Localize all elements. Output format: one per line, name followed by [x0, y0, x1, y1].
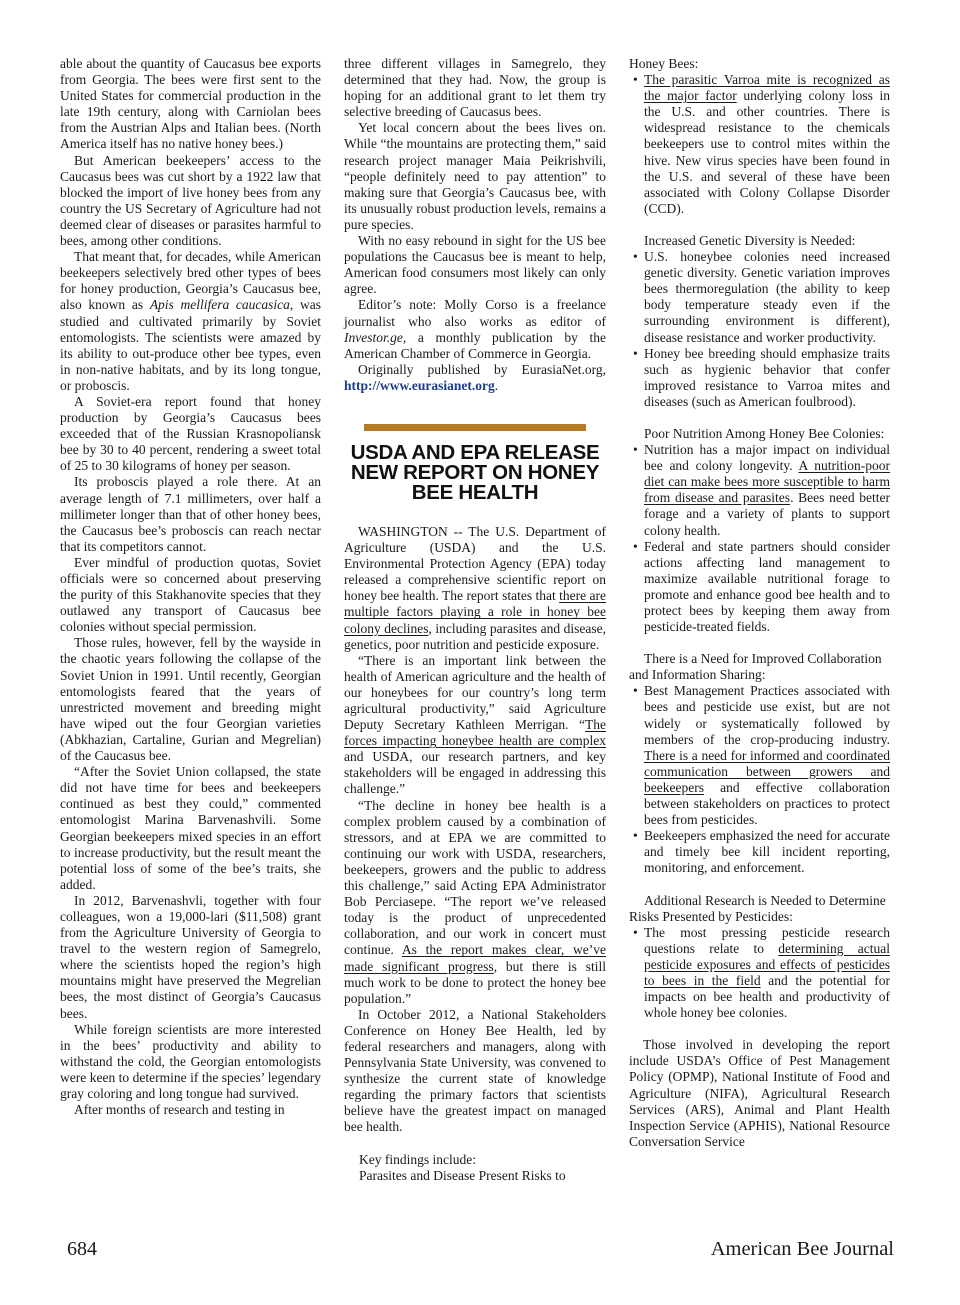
paragraph: In 2012, Barvenashvli, together with four colleagues, won a 19,000-lari ($11,508) grant from the Agriculture University of Georgia to travel to the western region of Samegrelo, where the scientists hoped the region’s high mountains might have preserved the Megrelian bees, the most distinct of Georgia’s Caucasus bees. — [60, 892, 321, 1021]
column-3 — [629, 56, 890, 1150]
column-1 — [60, 56, 321, 1118]
paragraph: “There is an important link between the health of American agriculture and the health of our honeybees for our country’s long term agricultural productivity,” said Agriculture Deputy Secretary Kathleen Merrigan. “The forces impacting honeybee health are complex and USDA, our research partners, and key stakeholders will be engaged in addressing this challenge.” — [344, 652, 606, 797]
scientific-name: Apis mellifera caucasica — [149, 297, 290, 313]
findings-list — [629, 925, 890, 1022]
publication-name: Investor.ge — [344, 329, 403, 345]
paragraph: That meant that, for decades, while American beekeepers selectively bred other types of bees for honey production, Georgia’s Caucasus bee, also known as Apis mellifera caucasica, was studied and cultivated primarily by Soviet entomologists. The scientists were amazed by its ability to out-produce other bee types, even in non-native habitats, and by its long tongue, or proboscis. — [60, 249, 321, 393]
paragraph: In October 2012, a National Stakeholders Conference on Honey Bee Health, led by federal researchers and managers, along with Pennsylvania State University, was convened to synthesize the current state of knowledge regarding the primary factors that scientists believe have the greatest impact on managed bee health. — [344, 1006, 606, 1135]
section-divider — [364, 424, 586, 431]
paragraph: While foreign scientists are more interested in the bees’ productivity and ability to withstand the cold, the Georgian entomologists were keen to determine if the species’ legendary gray coloring and long tongue had survived. — [60, 1021, 321, 1101]
journal-name: American Bee Journal — [710, 1238, 894, 1260]
key-findings-label: Key findings include: — [359, 1151, 476, 1167]
subheading: Additional Research is Needed to Determine Risks Presented by Pesticides: — [629, 892, 886, 924]
paragraph: “The decline in honey bee health is a complex problem caused by a combination of stressors, and at EPA we are committed to continuing our work with USDA, researchers, beekeepers, growers and the public to address this challenge,” said Acting EPA Administrator Bob Perciasepe. “The report we’ve released today is the product of unprecedented collaboration, and our work in concert must continue. As the report makes clear, we’ve made significant progress, but there is still much work to be done to protect the honey bee population.” — [344, 797, 606, 1006]
article-title: USDA AND EPA RELEASE NEW REPORT ON HONEY BEE HEALTH — [350, 440, 600, 504]
editors-note: Editor’s note: Molly Corso is a freelance journalist who also works as editor of Investor.ge, a monthly publication by the American Chamber of Commerce in Georgia. — [344, 297, 606, 361]
subheading: Poor Nutrition Among Honey Bee Colonies: — [644, 425, 885, 441]
subheading: Honey Bees: — [629, 56, 699, 71]
paragraph: “After the Soviet Union collapsed, the state did not have time for bees and beekeepers continued as best they could,” commented entomologist Marina Barvenashvili. Some Georgian beekeepers mixed species in an effort to increase productivity, but the result meant the potential loss of some of the bee’s traits, she added. — [60, 764, 321, 892]
list-item: • Best Management Practices associated with bees and pesticide use exist, but are not widely or systematically followed by members of the crop-producing industry. There is a need for informed and coordinated communication between growers and beekeepers and effective collaboration between stakeholders on practices to protect bees from pesticides. — [629, 683, 890, 828]
findings-list — [629, 683, 890, 876]
paragraph: With no easy rebound in sight for the US bee populations the Caucasus bee is meant to help, American food consumers most likely can only agree. — [344, 233, 606, 297]
list-item: • Federal and state partners should consider actions affecting land management to maximize available nutritional forage to promote and enhance good bee health and to protect bees by keeping them away from pesticide-treated fields. — [629, 539, 890, 636]
paragraph: Ever mindful of production quotas, Soviet officials were so concerned about preserving the purity of this Stakhanovite species that they outlawed any transport of Caucasus bee colonies without special permission. — [60, 554, 321, 635]
paragraph: Its proboscis played a role there. At an average length of 7.1 millimeters, over half a millimeter longer than that of other honey bees, the Caucasus bee’s proboscis can reach nectar that its competitors cannot. — [60, 474, 321, 554]
paragraph: After months of research and testing in — [74, 1102, 285, 1118]
source-link[interactable]: http://www.eurasianet.org — [344, 377, 495, 393]
subheading: Parasites and Disease Present Risks to — [359, 1167, 566, 1183]
list-item: • Beekeepers emphasized the need for accurate and timely bee kill incident reporting, monitoring, and enforcement. — [629, 828, 890, 876]
subheading: Increased Genetic Diversity is Needed: — [644, 232, 856, 248]
paragraph: Yet local concern about the bees lives on. While “the mountains are protecting them,” said research project manager Maia Peikrishvili, “people definitely need to pay attention” to making sure that Georgia’s Caucasus bee, with its unusually robust production levels, remains a pure species. — [344, 120, 606, 232]
paragraph: Those rules, however, fell by the wayside in the chaotic years following the collapse of the Soviet Union in 1991. Until recently, Georgian entomologists feared that the years of unrestricted movement and breeding might have wiped out the four Georgian varieties (Abkhazian, Cartaline, Gurian and Megrelian) of the Caucasus bee. — [60, 635, 321, 764]
subheading: There is a Need for Improved Collaboration and Information Sharing: — [629, 651, 882, 683]
list-item: • Nutrition has a major impact on individual bee and colony longevity. A nutrition-poor diet can make bees more susceptible to harm from disease and parasites. Bees need better forage and a variety of plants to support colony health. — [629, 442, 890, 539]
paragraph: But American beekeepers’ access to the Caucasus bees was cut short by a 1922 law that blocked the import of live honey bees from any country the US Secretary of Agriculture had not deemed clear of diseases or parasites harmful to bees, among other conditions. — [60, 152, 321, 249]
paragraph: A Soviet-era report found that honey production by Georgia’s Caucasus bees exceeded that of the Russian Krasnopoliansk bee by 30 to 40 percent, rendering a sweet total of 25 to 30 kilograms of honey per season. — [60, 393, 321, 474]
source-credit: Originally published by EurasiaNet.org, http://www.eurasianet.org. — [344, 361, 606, 393]
findings-list — [629, 249, 890, 410]
paragraph: Those involved in developing the report include USDA’s Office of Pest Management Policy (OPMP), National Institute of Food and Agriculture (NIFA), Agricultural Research Services (ARS), Animal and Plant Health Inspection Service (APHIS), National Resource Conversation Service — [629, 1037, 890, 1149]
list-item: • U.S. honeybee colonies need increased genetic diversity. Genetic variation improves bees thermoregulation (the ability to keep body temperature steady even if the surrounding environment is different), disease resistance and worker productivity. — [629, 249, 890, 346]
paragraph: three different villages in Samegrelo, they determined that they had. Now, the group is hoping for an additional grant to let them try selective breeding of Caucasus bees. — [344, 56, 606, 120]
page-number: 684 — [67, 1238, 97, 1260]
list-item: • The most pressing pesticide research questions relate to determining actual pesticide exposures and effects of pesticides to bees in the field and the potential for impacts on bee health and productivity of whole honey bee colonies. — [629, 925, 890, 1022]
findings-list — [629, 442, 890, 635]
paragraph: WASHINGTON -- The U.S. Department of Agriculture (USDA) and the U.S. Environmental Protection Agency (EPA) today released a comprehensive scientific report on honey bee health. The report states that there are multiple factors playing a role in honey bee colony declines, including parasites and disease, genetics, poor nutrition and pesticide exposure. — [344, 523, 607, 652]
paragraph: able about the quantity of Caucasus bee exports from Georgia. The bees were first sent to the United States for commercial production in the late 19th century, along with Carniolan bees from the Austrian Alps and Italian bees. (North America itself has no native honey bees.) — [60, 56, 321, 152]
list-item: • The parasitic Varroa mite is recognized as the major factor underlying colony loss in the U.S. and other countries. There is widespread resistance to the chemicals beekeepers use to control mites within the hive. New virus species have been found in the U.S. and several of these have been associated with Colony Collapse Disorder (CCD). — [629, 72, 890, 217]
column-2 — [344, 56, 606, 1184]
findings-list — [629, 72, 890, 217]
list-item: • Honey bee breeding should emphasize traits such as hygienic behavior that confer improved resistance to Varroa mites and diseases (such as American foulbrood). — [629, 346, 890, 410]
